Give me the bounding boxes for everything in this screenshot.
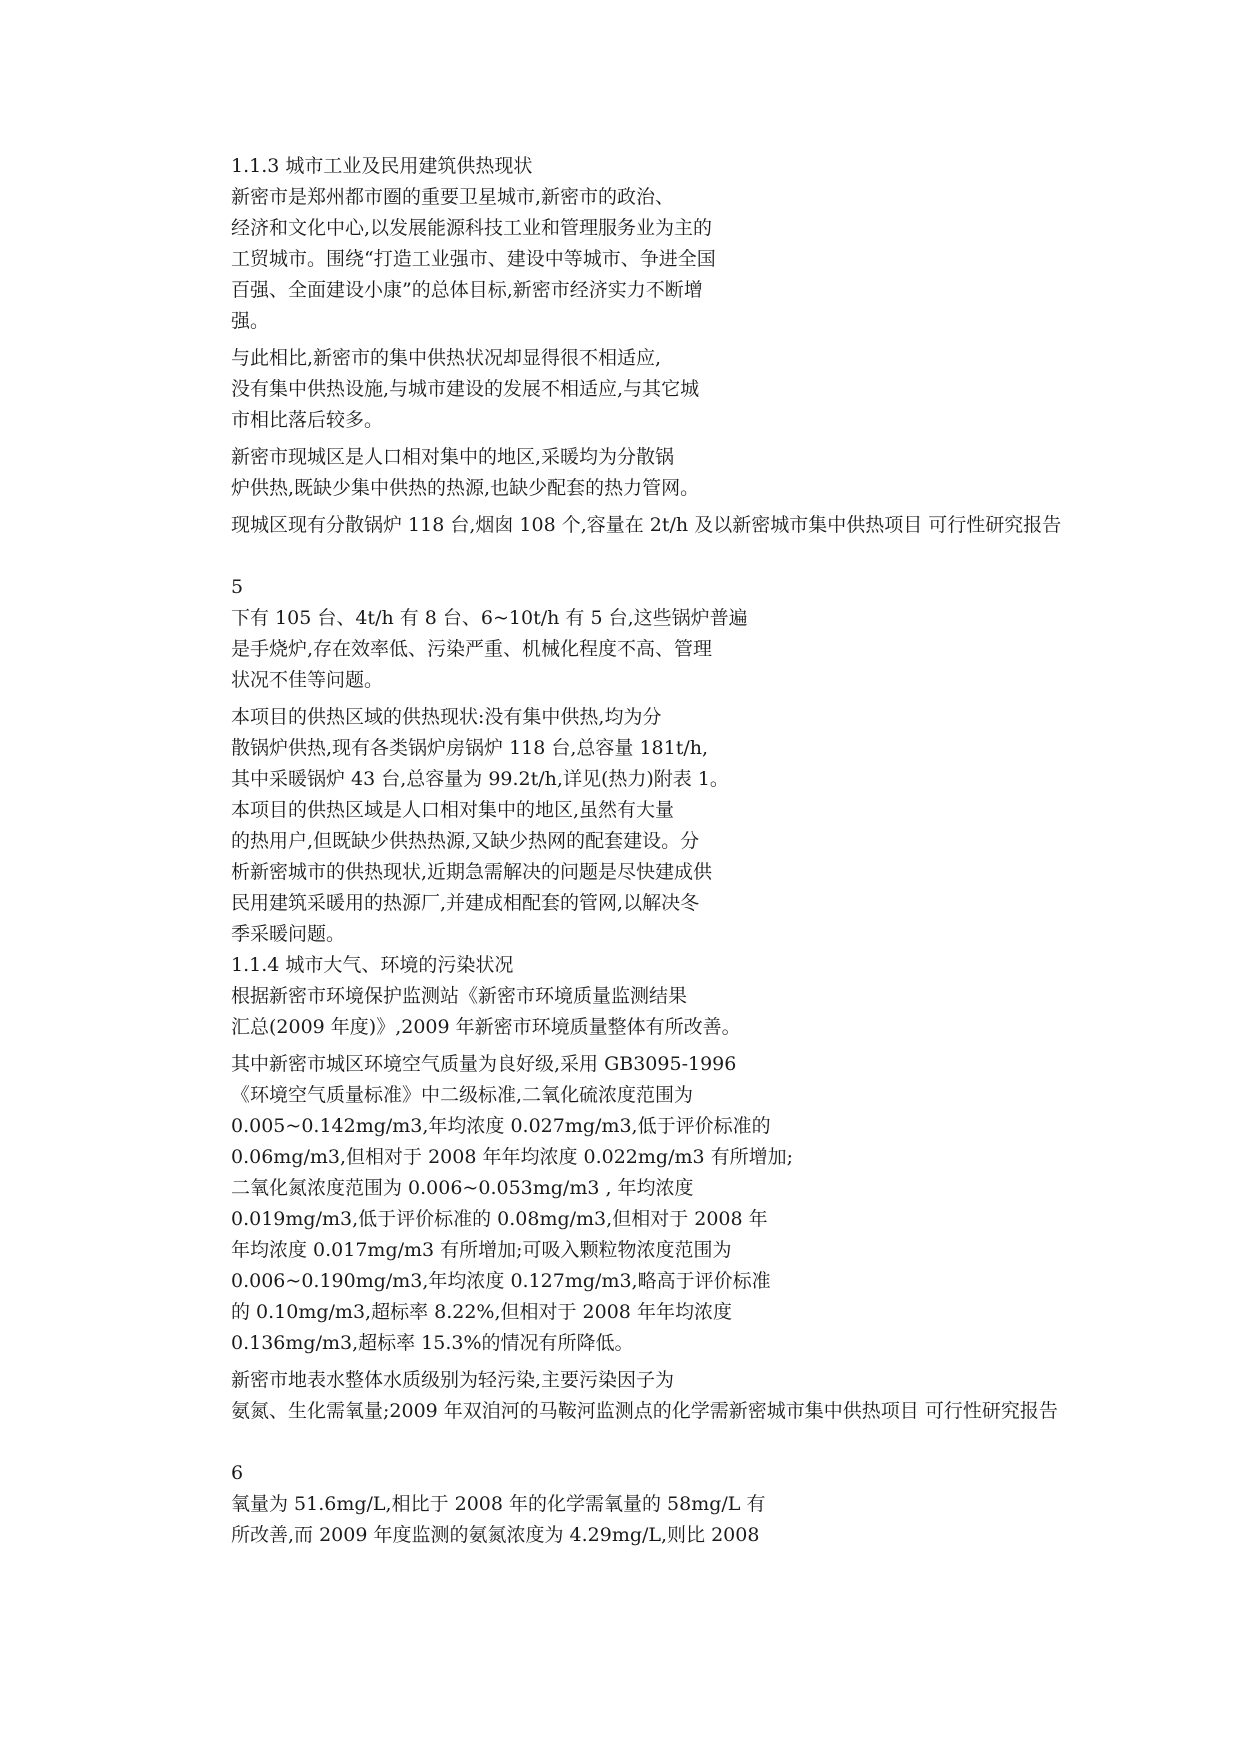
text-line: 0.06mg/m3,但相对于 2008 年年均浓度 0.022mg/m3 有所增加; [231,1146,794,1168]
text-line: 本项目的供热区域的供热现状:没有集中供热,均为分 [231,706,662,728]
text-line: 下有 105 台、4t/h 有 8 台、6~10t/h 有 5 台,这些锅炉普遍 [231,607,748,629]
text-line: 是手烧炉,存在效率低、污染严重、机械化程度不高、管理 [231,638,713,660]
text-line: 0.006~0.190mg/m3,年均浓度 0.127mg/m3,略高于评价标准 [231,1270,771,1292]
page-number: 5 [231,576,244,598]
text-line: 新密市是郑州都市圈的重要卫星城市,新密市的政治、 [231,186,675,208]
text-line: 《环境空气质量标准》中二级标准,二氧化硫浓度范围为 [231,1084,694,1106]
text-line: 状况不佳等问题。 [231,669,384,691]
text-line: 所改善,而 2009 年度监测的氨氮浓度为 4.29mg/L,则比 2008 [231,1524,760,1546]
text-line: 二氧化氮浓度范围为 0.006~0.053mg/m3 , 年均浓度 [231,1177,694,1199]
section-heading: 1.1.4 城市大气、环境的污染状况 [231,954,514,976]
text-line: 强。 [231,310,270,332]
text-line: 市相比落后较多。 [231,409,384,431]
text-line: 散锅炉供热,现有各类锅炉房锅炉 118 台,总容量 181t/h, [231,737,709,759]
text-line: 汇总(2009 年度)》,2009 年新密市环境质量整体有所改善。 [231,1016,741,1038]
text-line: 0.136mg/m3,超标率 15.3%的情况有所降低。 [231,1332,634,1354]
text-line: 氧量为 51.6mg/L,相比于 2008 年的化学需氧量的 58mg/L 有 [231,1493,766,1515]
text-line: 其中新密市城区环境空气质量为良好级,采用 GB3095-1996 [231,1053,737,1075]
text-line: 新密市地表水整体水质级别为轻污染,主要污染因子为 [231,1369,675,1391]
text-line: 0.019mg/m3,低于评价标准的 0.08mg/m3,但相对于 2008 年 [231,1208,768,1230]
text-line: 析新密城市的供热现状,近期急需解决的问题是尽快建成供 [231,861,713,883]
text-line: 的热用户,但既缺少供热热源,又缺少热网的配套建设。分 [231,830,700,852]
text-line: 工贸城市。围绕“打造工业强市、建设中等城市、争进全国 [231,248,716,270]
text-line-wrapped: 现城区现有分散锅炉 118 台,烟囱 108 个,容量在 2t/h 及以新密城市集中供热项目 可行性研究报告 [231,514,1062,536]
text-line: 民用建筑采暖用的热源厂,并建成相配套的管网,以解决冬 [231,892,700,914]
page-number: 6 [231,1462,244,1484]
text-line: 的 0.10mg/m3,超标率 8.22%,但相对于 2008 年年均浓度 [231,1301,732,1323]
text-line: 根据新密市环境保护监测站《新密市环境质量监测结果 [231,985,688,1007]
text-line: 经济和文化中心,以发展能源科技工业和管理服务业为主的 [231,217,713,239]
text-line: 0.005~0.142mg/m3,年均浓度 0.027mg/m3,低于评价标准的 [231,1115,771,1137]
text-line: 百强、全面建设小康”的总体目标,新密市经济实力不断增 [231,279,703,301]
text-line-wrapped: 氨氮、生化需氧量;2009 年双洎河的马鞍河监测点的化学需新密城市集中供热项目 可行性研究报告 [231,1400,1058,1422]
text-line: 年均浓度 0.017mg/m3 有所增加;可吸入颗粒物浓度范围为 [231,1239,732,1261]
text-line: 新密市现城区是人口相对集中的地区,采暖均为分散锅 [231,446,675,468]
text-line: 其中采暖锅炉 43 台,总容量为 99.2t/h,详见(热力)附表 1。 [231,768,729,790]
text-line: 本项目的供热区域是人口相对集中的地区,虽然有大量 [231,799,675,821]
section-heading: 1.1.3 城市工业及民用建筑供热现状 [231,155,533,177]
text-line: 季采暖问题。 [231,923,346,945]
text-line: 炉供热,既缺少集中供热的热源,也缺少配套的热力管网。 [231,477,700,499]
text-line: 与此相比,新密市的集中供热状况却显得很不相适应, [231,347,662,369]
text-line: 没有集中供热设施,与城市建设的发展不相适应,与其它城 [231,378,700,400]
